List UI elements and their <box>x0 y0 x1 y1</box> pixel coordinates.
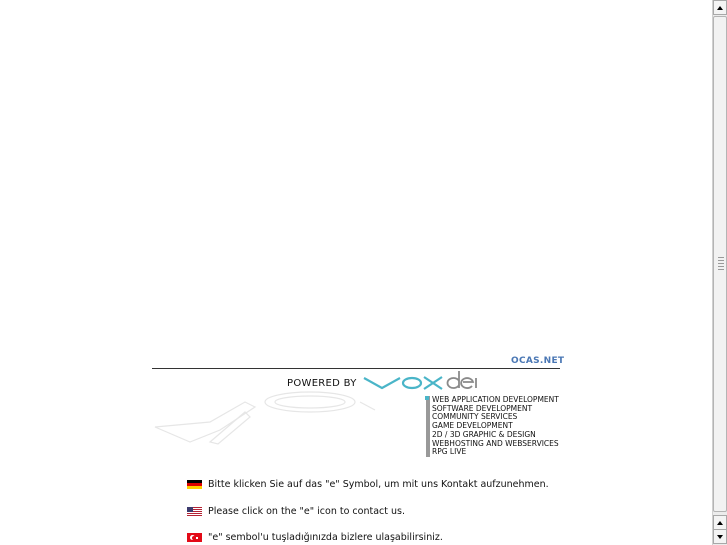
list-item[interactable]: 2D / 3D GRAPHIC & DESIGN <box>432 429 536 439</box>
divider <box>152 368 560 369</box>
powered-by-label: POWERED BY <box>287 378 357 389</box>
contact-text: Bitte klicken Sie auf das "e" Symbol, um mit uns Kontakt aufzunehmen. <box>208 479 549 490</box>
contact-line-turkish <box>187 532 443 543</box>
contact-line-german <box>187 479 549 490</box>
contact-text: "e" sembol'u tuşladığınızda bizlere ulaşabilirsiniz. <box>208 532 443 543</box>
list-item[interactable]: COMMUNITY SERVICES <box>432 412 518 422</box>
grip-icon <box>718 257 724 271</box>
contact-text: Please click on the "e" icon to contact us. <box>208 506 405 517</box>
vertical-scrollbar[interactable] <box>712 0 727 545</box>
list-item[interactable]: WEB APPLICATION DEVELOPMENT <box>432 395 559 404</box>
list-item[interactable]: GAME DEVELOPMENT <box>432 421 513 431</box>
scroll-up-button[interactable] <box>713 0 727 15</box>
germany-flag-icon <box>187 480 202 489</box>
usa-flag-icon <box>187 507 202 516</box>
site-link[interactable]: OCAS.NET <box>511 356 565 366</box>
arrow-down-icon <box>717 535 723 539</box>
services-list <box>426 396 559 457</box>
voxdei-logo[interactable] <box>362 368 477 394</box>
list-item[interactable]: WEBHOSTING AND WEBSERVICES <box>432 438 559 448</box>
scroll-up-button-lower[interactable] <box>713 515 727 530</box>
scrollbar-thumb[interactable] <box>713 16 727 512</box>
accent-marker <box>425 396 429 400</box>
scroll-down-button[interactable] <box>713 529 727 544</box>
list-item[interactable]: SOFTWARE DEVELOPMENT <box>432 403 533 413</box>
watermark-graphic <box>150 382 380 462</box>
contact-line-english <box>187 506 405 517</box>
arrow-up-icon <box>717 6 723 10</box>
turkey-flag-icon <box>187 533 202 542</box>
list-item[interactable]: RPG LIVE <box>432 447 467 457</box>
arrow-up-icon <box>717 521 723 525</box>
